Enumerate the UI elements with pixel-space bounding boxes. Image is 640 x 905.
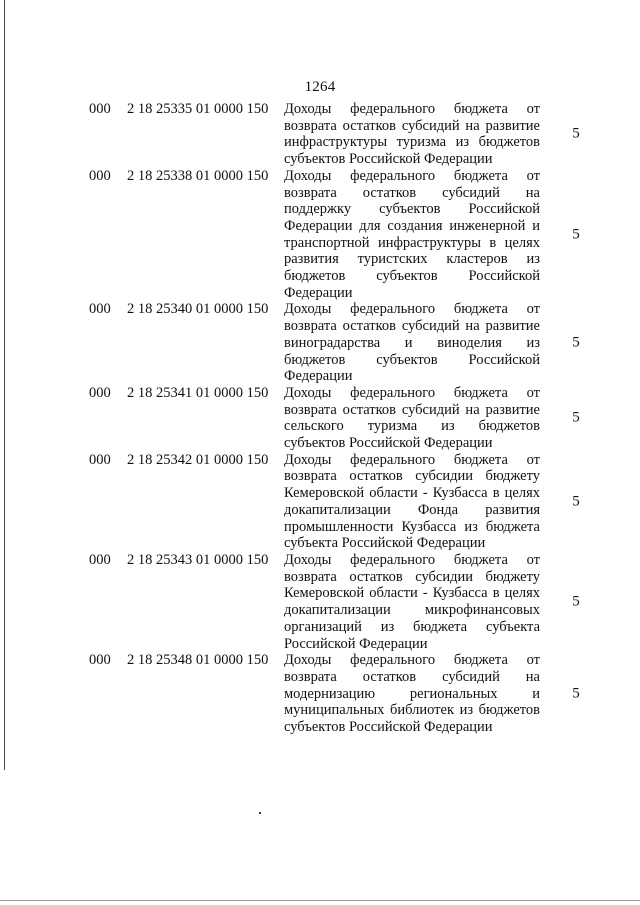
table-row: [0, 552, 640, 652]
admin-code-cell: 000: [89, 551, 111, 568]
page-bottom-edge-line: [0, 900, 640, 901]
admin-code-cell: 000: [89, 301, 111, 318]
admin-code-cell: 000: [89, 167, 111, 184]
scan-speck: [259, 812, 261, 814]
distribution-norm-cell: 5: [572, 334, 580, 351]
distribution-norm-cell: 5: [572, 126, 580, 143]
revenue-description-cell: Доходы федерального бюджета от возврата остатков субсидий на развитие виноградарства и виноделия из бюджетов субъектов Российской Федерации: [284, 301, 540, 385]
revenue-description-cell: Доходы федерального бюджета от возврата остатков субсидий на поддержку субъектов Российской Федерации для создания инженерной и транспортной инфраструктуры в целях развития туристских кластеров из бюджетов субъектов Российской Федерации: [284, 167, 540, 301]
budget-classification-code-cell: 2 18 25341 01 0000 150: [127, 384, 269, 401]
budget-classification-code-cell: 2 18 25342 01 0000 150: [127, 451, 269, 468]
distribution-norm-cell: 5: [572, 685, 580, 702]
table-row: [0, 168, 640, 302]
admin-code-cell: 000: [89, 101, 111, 117]
revenue-description-cell: Доходы федерального бюджета от возврата остатков субсидий на модернизацию региональных и муниципальных библиотек из бюджетов субъектов Российской Федерации: [284, 652, 540, 736]
distribution-norm-cell: 5: [572, 410, 580, 427]
distribution-norm-cell: 5: [572, 593, 580, 610]
admin-code-cell: 000: [89, 384, 111, 401]
page-number: 1264: [304, 79, 336, 95]
admin-code-cell: 000: [89, 451, 111, 468]
revenue-description-cell: Доходы федерального бюджета от возврата остатков субсидий на развитие сельского туризма из бюджетов субъектов Российской Федерации: [284, 384, 540, 452]
budget-classification-code-cell: 2 18 25335 01 0000 150: [127, 101, 269, 117]
table-row: [0, 101, 640, 168]
table-row: [0, 301, 640, 385]
table-row: [0, 452, 640, 552]
revenue-description-cell: Доходы федерального бюджета от возврата остатков субсидий на развитие инфраструктуры туризма из бюджетов субъектов Российской Федерации: [284, 101, 540, 168]
revenue-description-cell: Доходы федерального бюджета от возврата остатков субсидии бюджету Кемеровской области - Кузбасса в целях докапитализации микрофинансовых организаций из бюджета субъекта Российской Федерации: [284, 551, 540, 652]
admin-code-cell: 000: [89, 652, 111, 669]
budget-classification-code-cell: 2 18 25340 01 0000 150: [127, 301, 269, 318]
budget-classification-code-cell: 2 18 25348 01 0000 150: [127, 652, 269, 669]
distribution-norm-cell: 5: [572, 226, 580, 243]
table-row: [0, 385, 640, 452]
budget-revenue-table: [0, 101, 640, 736]
budget-classification-code-cell: 2 18 25343 01 0000 150: [127, 551, 269, 568]
revenue-description-cell: Доходы федерального бюджета от возврата остатков субсидии бюджету Кемеровской области - Кузбасса в целях докапитализации Фонда развития промышленности Кузбасса из бюджета субъекта Российской Федерации: [284, 451, 540, 552]
budget-classification-code-cell: 2 18 25338 01 0000 150: [127, 167, 269, 184]
distribution-norm-cell: 5: [572, 493, 580, 510]
table-row: [0, 652, 640, 736]
